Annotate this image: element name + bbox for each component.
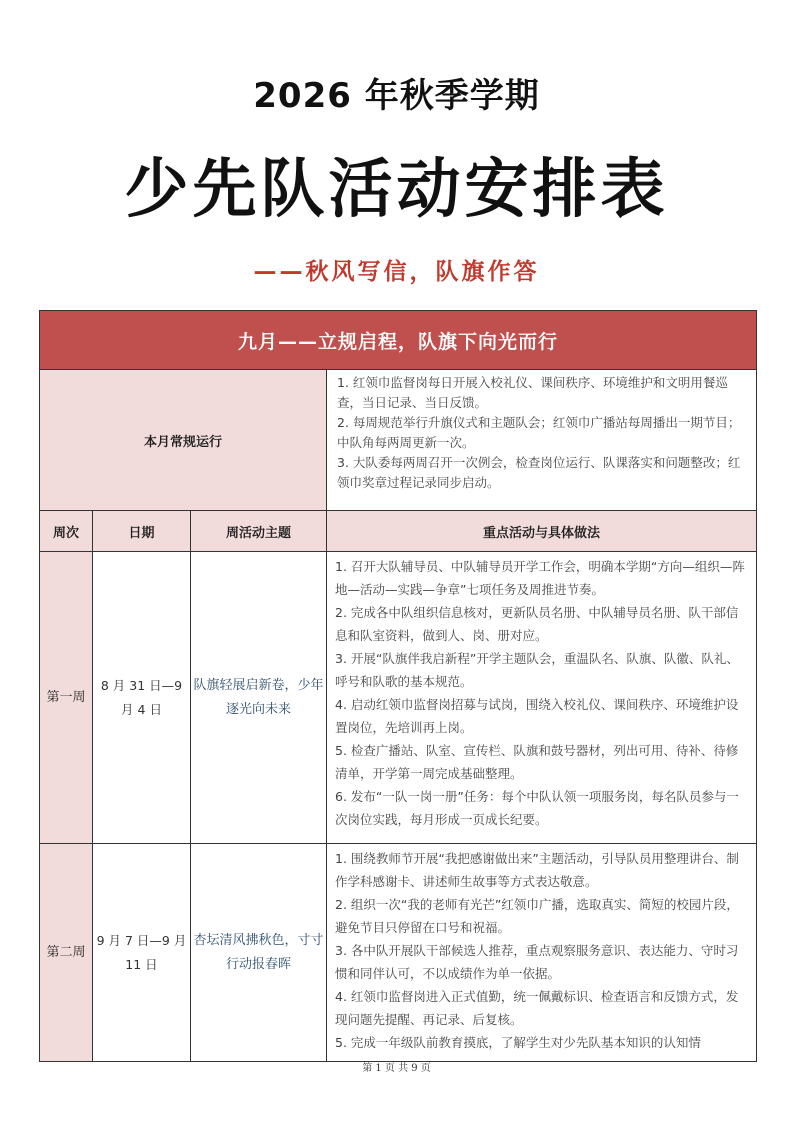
week-row xyxy=(40,552,757,844)
week-label: 第二周 xyxy=(40,844,93,1062)
detail-item: 3. 各中队开展队干部候选人推荐，重点观察服务意识、表达能力、守时习惯和同伴认可，不以成绩作为单一依据。 xyxy=(335,943,739,981)
column-header-theme: 周活动主题 xyxy=(191,511,327,552)
week-date: 9 月 7 日—9 月 11 日 xyxy=(93,844,191,1062)
schedule-table xyxy=(39,310,757,1062)
detail-item: 5. 完成一年级队前教育摸底，了解学生对少先队基本知识的认知情 xyxy=(335,1035,701,1050)
detail-item: 1. 召开大队辅导员、中队辅导员开学工作会，明确本学期“方向—组织—阵地—活动—实践—争章”七项任务及周推进节奏。 xyxy=(335,559,745,597)
week-details xyxy=(327,844,757,1062)
year-title: 2026 年秋季学期 xyxy=(253,76,540,116)
detail-item: 6. 发布“一队一岗一册”任务：每个中队认领一项服务岗，每名队员参与一次岗位实践，每月形成一页成长纪要。 xyxy=(335,789,739,827)
month-heading: 九月——立规启程，队旗下向光而行 xyxy=(40,311,757,370)
detail-item: 2. 完成各中队组织信息核对，更新队员名册、中队辅导员名册、队干部信息和队室资料，做到人、岗、册对应。 xyxy=(335,605,739,643)
week-label: 第一周 xyxy=(40,552,93,844)
column-header-row xyxy=(40,511,757,552)
detail-item: 3. 开展“队旗伴我启新程”开学主题队会，重温队名、队旗、队徽、队礼、呼号和队歌的基本规范。 xyxy=(335,651,739,689)
column-header-date: 日期 xyxy=(93,511,191,552)
routine-item: 3. 大队委每两周召开一次例会，检查岗位运行、队课落实和问题整改；红领巾奖章过程记录同步启动。 xyxy=(337,455,741,490)
week-details xyxy=(327,552,757,844)
detail-item: 4. 启动红领巾监督岗招募与试岗，围绕入校礼仪、课间秩序、环境维护设置岗位，先培训再上岗。 xyxy=(335,697,739,735)
detail-item: 2. 组织一次“我的老师有光芒”红领巾广播，选取真实、简短的校园片段，避免节目只停留在口号和祝福。 xyxy=(335,897,739,935)
detail-item: 1. 围绕教师节开展“我把感谢做出来”主题活动，引导队员用整理讲台、制作学科感谢卡、讲述师生故事等方式表达敬意。 xyxy=(335,851,739,889)
routine-item: 2. 每周规范举行升旗仪式和主题队会；红领巾广播站每周播出一期节目；中队角每两周更新一次。 xyxy=(337,415,741,450)
page-title: 少先队活动安排表 xyxy=(124,153,669,227)
week-row xyxy=(40,844,757,1062)
week-date: 8 月 31 日—9 月 4 日 xyxy=(93,552,191,844)
routine-content xyxy=(327,370,757,511)
week-theme: 杏坛清风拂秋色，寸寸行动报春晖 xyxy=(191,844,327,1062)
column-header-details: 重点活动与具体做法 xyxy=(327,511,757,552)
detail-item: 4. 红领巾监督岗进入正式值勤，统一佩戴标识、检查语言和反馈方式，发现问题先提醒、再记录、后复核。 xyxy=(335,989,739,1027)
month-header-row xyxy=(40,311,757,370)
page-number: 第 1 页 共 9 页 xyxy=(362,1063,431,1074)
week-theme: 队旗轻展启新卷，少年逐光向未来 xyxy=(191,552,327,844)
page-subtitle: ——秋风写信，队旗作答 xyxy=(253,259,540,285)
routine-row xyxy=(40,370,757,511)
routine-item: 1. 红领巾监督岗每日开展入校礼仪、课间秩序、环境维护和文明用餐巡查，当日记录、当日反馈。 xyxy=(337,375,728,410)
routine-label: 本月常规运行 xyxy=(40,370,327,511)
column-header-week: 周次 xyxy=(40,511,93,552)
detail-item: 5. 检查广播站、队室、宣传栏、队旗和鼓号器材，列出可用、待补、待修清单，开学第一周完成基础整理。 xyxy=(335,743,739,781)
